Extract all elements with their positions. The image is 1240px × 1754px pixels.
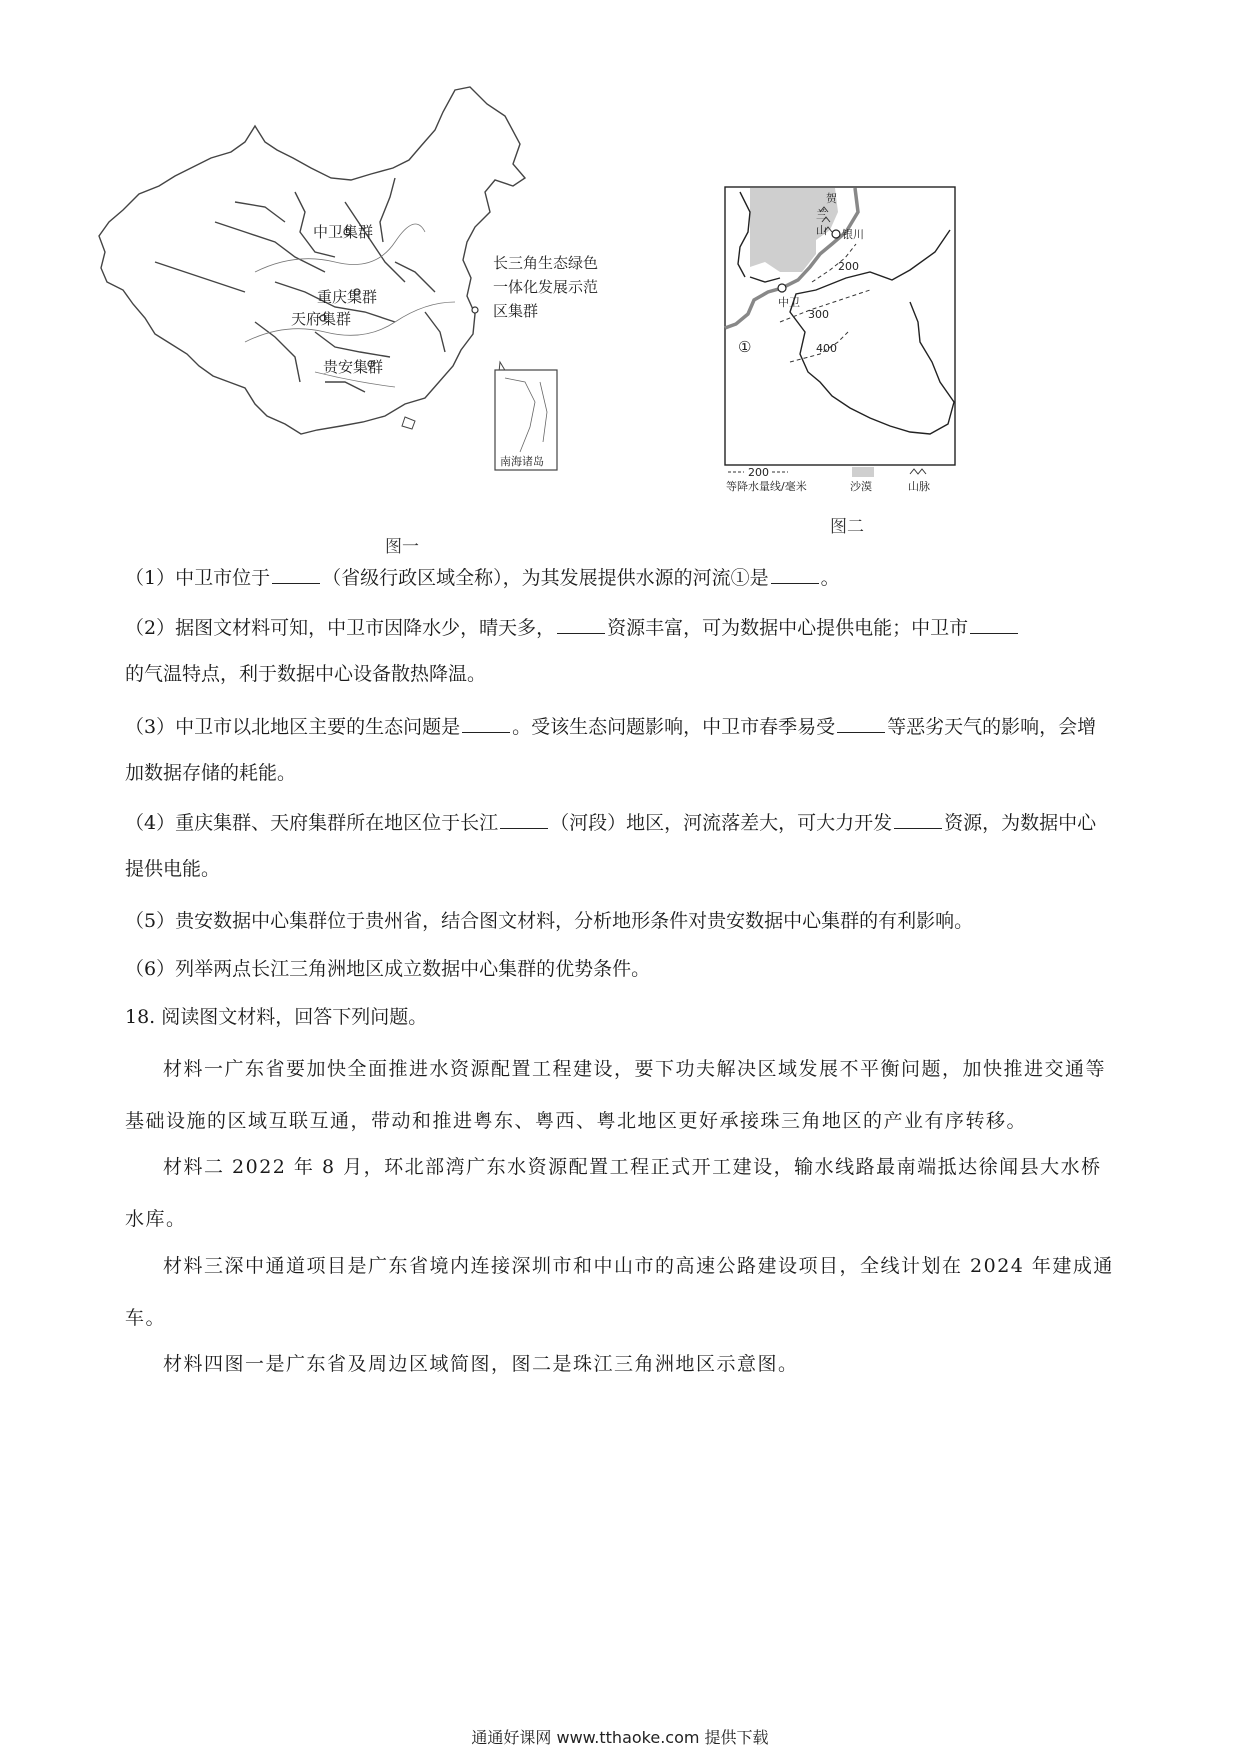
label-yangtze-line1: 长三角生态绿色 [493,254,599,272]
material-3: 材料三深中通道项目是广东省境内连接深圳市和中山市的高速公路建设项目，全线计划在 2024 年建成通车。 [125,1255,1114,1329]
inset-label: 南海诸岛 [500,455,544,468]
legend-desert-swatch [852,467,874,477]
blank-q1-province[interactable] [272,563,320,584]
blank-q3-weather[interactable] [837,712,885,733]
south-china-sea-inset [495,370,557,470]
china-outline [99,87,525,434]
blank-q2-resource[interactable] [557,613,605,634]
blank-q2-temperature[interactable] [970,613,1018,634]
label-yangtze-line2: 一体化发展示范 [493,278,599,296]
question-6: （6）列举两点长江三角洲地区成立数据中心集群的优势条件。 [125,958,651,980]
iso-label-400: 400 [816,342,837,355]
iso-label-200: 200 [838,260,859,273]
question-4: （4）重庆集群、天府集群所在地区位于长江 （河段）地区，河流落差大，可大力开发 资源，为数据中心提供电能。 [125,800,1115,892]
question-18-title: 18. 阅读图文材料，回答下列问题。 [125,1006,428,1028]
material-1: 材料一广东省要加快全面推进水资源配置工程建设，要下功夫解决区域发展不平衡问题，加快推进交通等基础设施的区域互联互通，带动和推进粤东、粤西、粤北地区更好承接珠三角地区的产业有序转移。 [125,1058,1107,1132]
label-zhongwei-cluster: 中卫集群 [313,223,374,241]
hainan-island [402,417,415,429]
legend-mountain-symbol [910,469,926,474]
label-guian-cluster: 贵安集群 [323,358,384,376]
legend-desert-label: 沙漠 [850,480,872,493]
label-zhongwei: 中卫 [778,296,800,309]
label-yinchuan: 银川 [842,228,864,241]
blank-q4-river-section[interactable] [500,808,548,829]
legend-isoline-value: 200 [748,466,769,479]
map-legend [726,466,930,493]
question-3: （3）中卫市以北地区主要的生态问题是 。受该生态问题影响，中卫市春季易受 等恶劣天气的影响，会增加数据存储的耗能。 [125,704,1115,796]
question-5: （5）贵安数据中心集群位于贵州省，结合图文材料，分析地形条件对贵安数据中心集群的有利影响。 [125,910,974,932]
figure1-caption: 图一 [385,537,419,557]
figure2-zhongwei-map [720,182,960,502]
blank-q3-eco-problem[interactable] [462,712,510,733]
label-tianfu-cluster: 天府集群 [291,310,352,328]
footer-source: 通通好课网 www.tthaoke.com 提供下载 [471,1728,769,1747]
figure1-china-map [95,82,599,502]
label-lan: 兰 [816,208,827,221]
material-4: 材料四图一是广东省及周边区域简图，图二是珠江三角洲地区示意图。 [163,1353,799,1375]
question-1: （1）中卫市位于 （省级行政区域全称），为其发展提供水源的河流①是 。 [125,555,1115,601]
city-yinchuan-marker [832,230,840,238]
blank-q4-resource[interactable] [894,808,942,829]
city-zhongwei-marker [778,284,786,292]
question-2: （2）据图文材料可知，中卫市因降水少，晴天多， 资源丰富，可为数据中心提供电能；中卫市 的气温特点，利于数据中心设备散热降温。 [125,605,1115,697]
label-chongqing-cluster: 重庆集群 [317,288,378,306]
legend-mountain-label: 山脉 [908,480,930,493]
legend-isoline-label: 等降水量线/毫米 [726,480,807,493]
blank-q1-river[interactable] [771,563,819,584]
label-yangtze-line3: 区集群 [493,302,539,320]
figure2-caption: 图二 [830,517,864,537]
iso-label-300: 300 [808,308,829,321]
label-shan: 山 [816,224,827,237]
material-2: 材料二 2022 年 8 月，环北部湾广东水资源配置工程正式开工建设，输水线路最南端抵达徐闻县大水桥水库。 [125,1156,1102,1230]
label-he: 贺 [826,192,837,205]
label-river-1: ① [738,338,752,356]
